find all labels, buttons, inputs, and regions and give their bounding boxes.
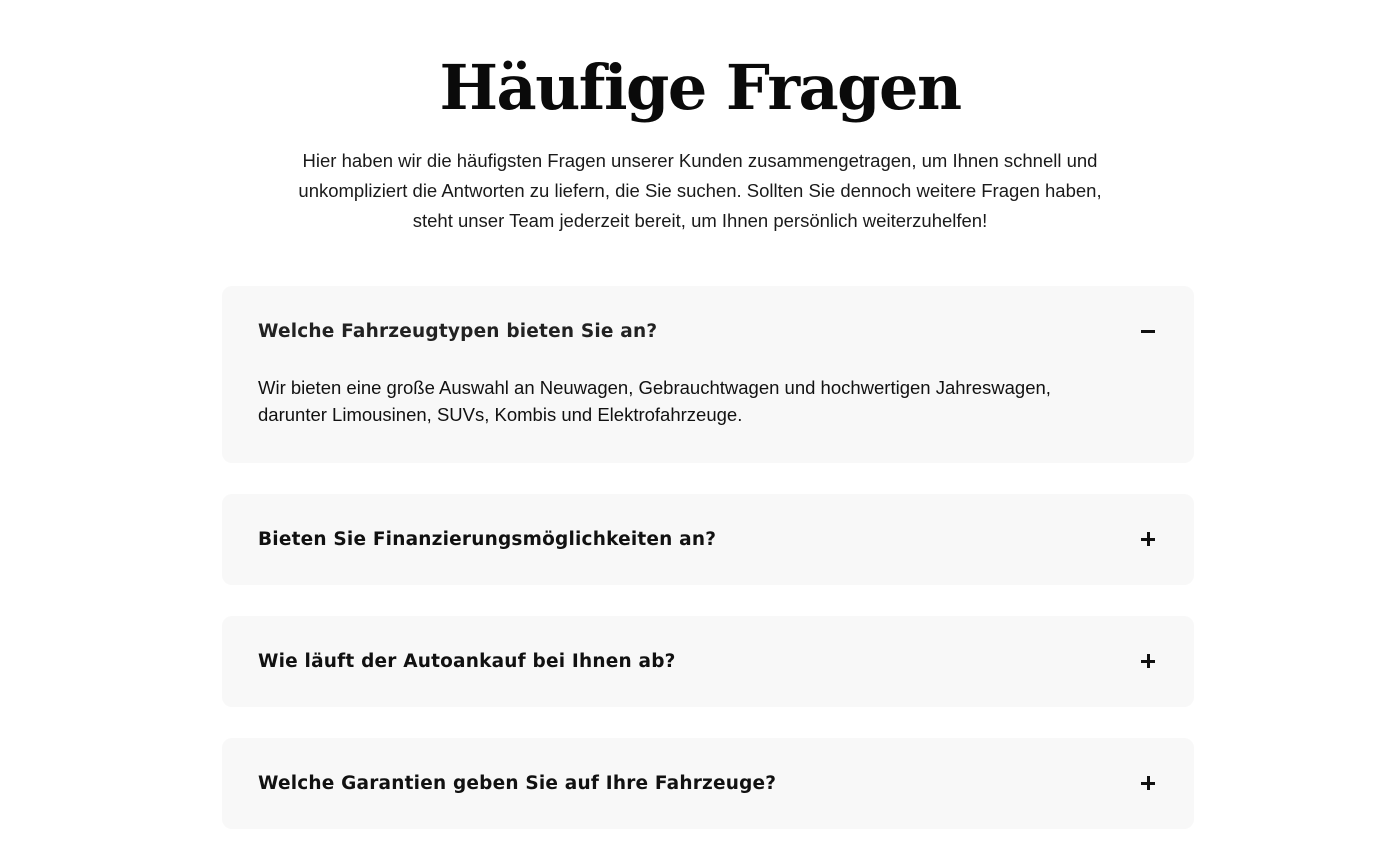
faq-item [222,616,1194,707]
faq-item [222,494,1194,585]
plus-icon[interactable] [1138,530,1158,550]
faq-list [222,286,1194,850]
faq-item [222,286,1194,463]
minus-icon[interactable] [1138,322,1158,342]
page-title: Häufige Fragen [439,51,961,124]
faq-question: Welche Fahrzeugtypen bieten Sie an? [258,321,658,342]
faq-question-toggle[interactable] [222,494,1194,585]
faq-question-toggle[interactable] [222,738,1194,829]
faq-item [222,738,1194,829]
intro-text: Hier haben wir die häufigsten Fragen unserer Kunden zusammengetragen, um Ihnen schnell und unkompliziert die Antworten zu liefern, die Sie suchen. Sollten Sie dennoch weitere Fragen haben, steht unser Team jederzeit bereit, um Ihnen persönlich weiterzuhelfen! [298,150,1102,231]
faq-question: Wie läuft der Autoankauf bei Ihnen ab? [258,651,676,672]
plus-icon[interactable] [1138,652,1158,672]
plus-icon[interactable] [1138,774,1158,794]
faq-question: Welche Garantien geben Sie auf Ihre Fahrzeuge? [258,773,777,794]
faq-answer: Wir bieten eine große Auswahl an Neuwagen, Gebrauchtwagen und hochwertigen Jahreswagen, darunter Limousinen, SUVs, Kombis und Elektrofahrzeuge. [258,377,1051,425]
faq-question: Bieten Sie Finanzierungsmöglichkeiten an? [258,529,717,550]
faq-question-toggle[interactable] [222,616,1194,707]
faq-question-toggle[interactable] [222,286,1194,377]
